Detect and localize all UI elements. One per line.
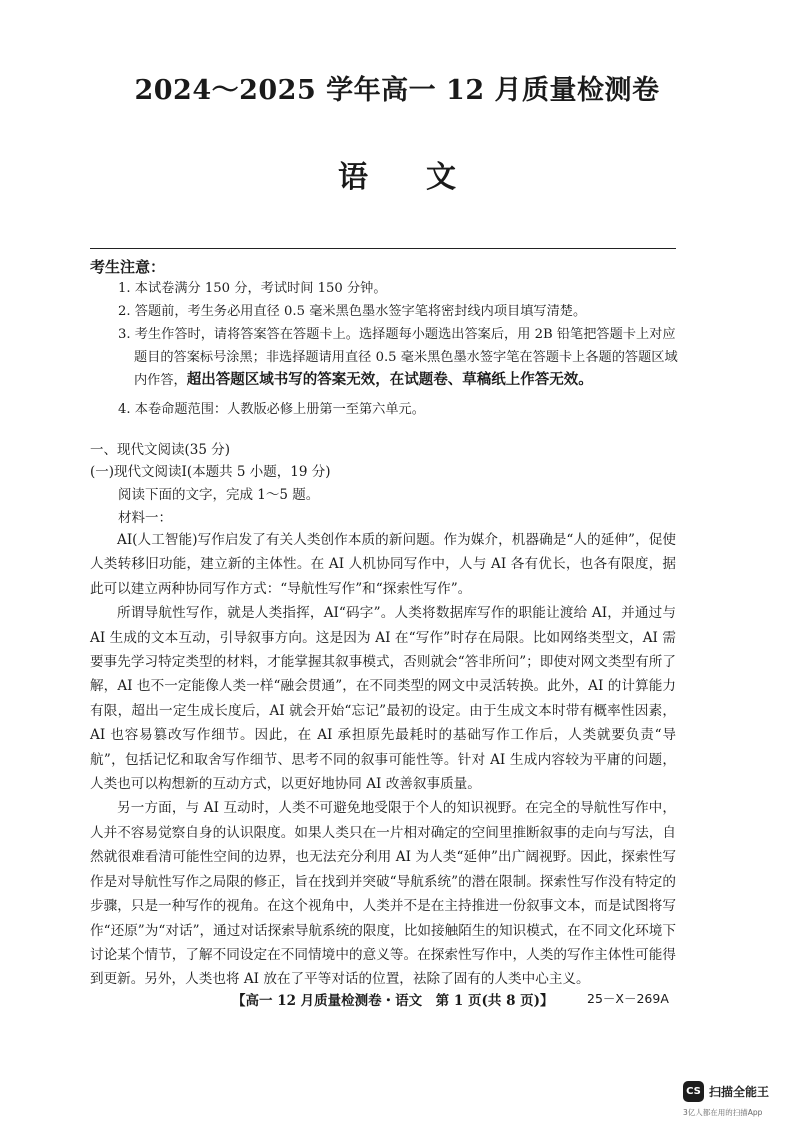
scanner-tagline: 3亿人都在用的扫描App: [683, 1108, 763, 1117]
notice-list: [118, 277, 678, 421]
material-label: 材料一：: [118, 510, 172, 526]
footer-code: 25－X－269A: [587, 991, 669, 1006]
exam-title: 2024～2025 学年高一 12 月质量检测卷: [134, 75, 660, 106]
subject-heading: 语文: [338, 160, 514, 195]
notice-item-3: [118, 323, 678, 392]
scanner-watermark: [683, 1081, 794, 1121]
footer-page-info: 【高一 12 月质量检测卷・语文 第 1 页(共 8 页)】: [232, 993, 554, 1009]
passage-paragraph-3: 另一方面，与 AI 互动时，人类不可避免地受限于个人的知识视野。在完全的导航性写作中，人并不容易觉察自身的认识限度。如果人类只在一片相对确定的空间里推断叙事的走向与写法，自然就很难看清可能性空间的边界，也无法充分利用 AI 为人类“延伸”出广阔视野。因此，探索性写作是对导航性写作之局限的修正，旨在找到并突破“导航系统”的潜在限制。探索性写作没有特定的步骤，只是一种写作的视角。在这个视角中，人类并不是在主持推进一份叙事文本，而是试图将写作“还原”为“对话”，通过对话探索导航系统的限度，比如接触陌生的知识模式，在不同文化环境下讨论某个情节，了解不同设定在不同情境中的意义等。在探索性写作中，人类的写作主体性可能得到更新。另外，人类也将 AI 放在了平等对话的位置，祛除了固有的人类中心主义。: [90, 800, 676, 988]
passage-paragraph-1: AI(人工智能)写作启发了有关人类创作本质的新问题。作为媒介，机器确是“人的延伸”，促使人类转移旧功能，建立新的主体性。在 AI 人机协同写作中，人与 AI 各有优长，也各有限度，据此可以建立两种协同写作方式：“导航性写作”和“探索性写作”。: [90, 532, 676, 597]
section-heading: 一、现代文阅读(35 分): [90, 442, 231, 458]
camscanner-logo-icon: CS: [683, 1081, 704, 1102]
notice-item-1: 1. 本试卷满分 150 分，考试时间 150 分钟。: [118, 281, 387, 296]
notice-heading: 考生注意：: [90, 258, 166, 276]
divider-line: [90, 248, 676, 249]
subsection-heading: (一)现代文阅读Ⅰ(本题共 5 小题，19 分): [90, 464, 331, 480]
notice-item-4: 4. 本卷命题范围：人教版必修上册第一至第六单元。: [118, 402, 425, 417]
notice-item-2: 2. 答题前，考生务必用直径 0.5 毫米黑色墨水签字笔将密封线内项目填写清楚。: [118, 304, 587, 319]
notice-item-3-text: 3. 考生作答时，请将答案答在答题卡上。选择题每小题选出答案后，用 2B 铅笔把答题卡上对应题目的答案标号涂黑；非选择题请用直径 0.5 毫米黑色墨水签字笔在答题卡上各题的答题区域内作答，: [118, 327, 678, 388]
notice-item-3-emphasis: 超出答题区域书写的答案无效，在试题卷、草稿纸上作答无效。: [186, 372, 593, 388]
passage-body: [90, 528, 676, 992]
passage-paragraph-2: 所谓导航性写作，就是人类指挥，AI“码字”。人类将数据库写作的职能让渡给 AI，并通过与 AI 生成的文本互动，引导叙事方向。这是因为 AI 在“写作”时存在局限。比如网络类型文，AI 需要事先学习特定类型的材料，才能掌握其叙事模式，否则就会“答非所问”；即使对网文类型有所了解，AI 也不一定能像人类一样“融会贯通”，在不同类型的网文中灵活转换。此外，AI 的计算能力有限，超出一定生成长度后，AI 就会开始“忘记”最初的设定。由于生成文本时带有概率性因素，AI 也容易篡改写作细节。因此，在 AI 承担原先最耗时的基础写作工作后，人类就要负责“导航”，包括记忆和取舍写作细节、思考不同的叙事可能性等。针对 AI 生成内容较为平庸的问题，人类也可以构想新的互动方式，以更好地协同 AI 改善叙事质量。: [90, 605, 676, 793]
reading-instruction: 阅读下面的文字，完成 1～5 题。: [118, 487, 320, 503]
scanner-name: 扫描全能王: [709, 1085, 770, 1099]
